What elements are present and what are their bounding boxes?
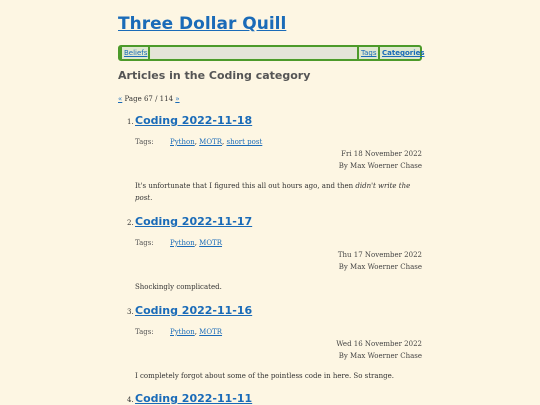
- article-number: 3.: [127, 308, 134, 316]
- tags-label: Tags:: [135, 328, 154, 336]
- tag-link[interactable]: MOTR: [199, 328, 223, 336]
- tag-separator: ,: [222, 138, 227, 146]
- article-tags: [135, 138, 263, 146]
- article-date: Thu 17 November 2022: [337, 251, 422, 259]
- pager-status: Page 67 / 114: [124, 95, 174, 103]
- article-author: By Max Woerner Chase: [338, 162, 422, 170]
- category-heading: Articles in the Coding category: [118, 69, 311, 82]
- tag-link[interactable]: Python: [170, 138, 195, 146]
- article-number: 4.: [127, 396, 134, 404]
- summary-text: It's unfortunate that I figured this all out hours ago, and then: [135, 182, 356, 190]
- pager-next-link[interactable]: »: [175, 95, 180, 103]
- tag-list: [170, 138, 262, 146]
- tag-link[interactable]: Python: [170, 328, 195, 336]
- article-tags: [135, 239, 223, 247]
- article-title-link[interactable]: Coding 2022-11-16: [135, 304, 253, 317]
- article-author: By Max Woerner Chase: [338, 263, 422, 271]
- summary-tail: .: [150, 194, 153, 202]
- article-title-link[interactable]: Coding 2022-11-17: [135, 215, 253, 228]
- nav-search-field[interactable]: [151, 48, 357, 58]
- nav-categories-link[interactable]: Categories: [382, 49, 425, 57]
- article-author: By Max Woerner Chase: [338, 352, 422, 360]
- tag-list: [170, 328, 222, 336]
- tag-link[interactable]: MOTR: [199, 239, 223, 247]
- tag-separator: ,: [194, 138, 200, 146]
- nav-divider: [148, 47, 150, 59]
- article-title-link[interactable]: Coding 2022-11-18: [135, 114, 253, 127]
- nav-beliefs-link[interactable]: Beliefs: [124, 49, 148, 57]
- tag-link[interactable]: short post: [226, 138, 263, 146]
- article-number: 2.: [127, 219, 134, 227]
- article-date: Fri 18 November 2022: [341, 150, 422, 158]
- nav-tags-link[interactable]: Tags: [361, 49, 377, 57]
- tag-link[interactable]: Python: [170, 239, 195, 247]
- pager-prev-link[interactable]: «: [118, 95, 123, 103]
- article-summary: Shockingly complicated.: [135, 283, 222, 291]
- nav-divider: [120, 47, 122, 59]
- article-tags: [135, 328, 223, 336]
- article-date: Wed 16 November 2022: [336, 340, 422, 348]
- tag-separator: ,: [194, 328, 200, 336]
- article-title-link[interactable]: Coding 2022-11-11: [135, 392, 253, 405]
- nav-divider: [378, 47, 380, 59]
- pager: [118, 95, 180, 103]
- site-title-link[interactable]: Three Dollar Quill: [118, 14, 287, 34]
- tags-label: Tags:: [135, 239, 154, 247]
- nav-divider: [357, 47, 359, 59]
- article-summary: I completely forgot about some of the pointless code in here. So strange.: [135, 372, 394, 380]
- tag-separator: ,: [194, 239, 200, 247]
- article-summary: [135, 180, 415, 204]
- tags-label: Tags:: [135, 138, 154, 146]
- top-nav-bar: [118, 45, 425, 61]
- article-number: 1.: [127, 118, 134, 126]
- tag-list: [170, 239, 222, 247]
- summary-emphasis: didn't write the post: [135, 182, 411, 202]
- tag-link[interactable]: MOTR: [199, 138, 223, 146]
